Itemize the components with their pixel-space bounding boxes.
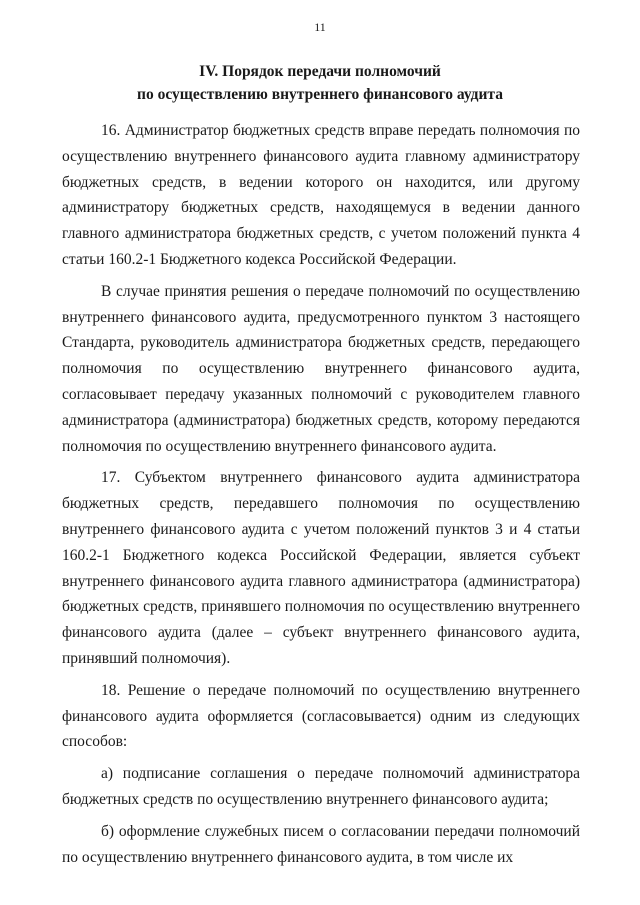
section-title-line-2: по осуществлению внутреннего финансового аудита [137,86,503,103]
paragraph-17: 17. Субъектом внутреннего финансового аудита администратора бюджетных средств, передавшего полномочия по осуществлению внутреннего финансового аудита с учетом положений пунктов 3 и 4 статьи 160.2-1 Бюджетного кодекса Российской Федерации, является субъект внутреннего финансового аудита главного администратора (администратора) бюджетных средств, принявшего полномочия по осуществлению внутреннего финансового аудита (далее – субъект внутреннего финансового аудита, принявший полномочия). [62,469,580,667]
paragraph-16: 16. Администратор бюджетных средств вправе передать полномочия по осуществлению внутреннего финансового аудита главному администратору бюджетных средств, в ведении которого он находится, или другому администратору бюджетных средств, находящемуся в ведении данного главного администратора бюджетных средств, с учетом положений пункта 4 статьи 160.2-1 Бюджетного кодекса Российской Федерации. [62,122,580,268]
page-number: 11 [314,20,326,34]
section-heading [0,60,640,106]
paragraph-18-item-a: а) подписание соглашения о передаче полномочий администратора бюджетных средств по осуществлению внутреннего финансового аудита; [62,765,580,808]
paragraph-18: 18. Решение о передаче полномочий по осуществлению внутреннего финансового аудита оформляется (согласовывается) одним из следующих способов: [62,681,580,751]
paragraph-16-continuation: В случае принятия решения о передаче полномочий по осуществлению внутреннего финансового аудита, предусмотренного пунктом 3 настоящего Стандарта, руководитель администратора бюджетных средств, передающего полномочия по осуществлению внутреннего финансового аудита, согласовывает передачу указанных полномочий с руководителем главного администратора (администратора) бюджетных средств, которому передаются полномочия по осуществлению внутреннего финансового аудита. [62,282,580,455]
paragraph-18-item-b: б) оформление служебных писем о согласовании передачи полномочий по осуществлению внутреннего финансового аудита, в том числе их [62,822,580,866]
section-title-line-1: IV. Порядок передачи полномочий [199,63,441,80]
body-text [62,118,580,870]
